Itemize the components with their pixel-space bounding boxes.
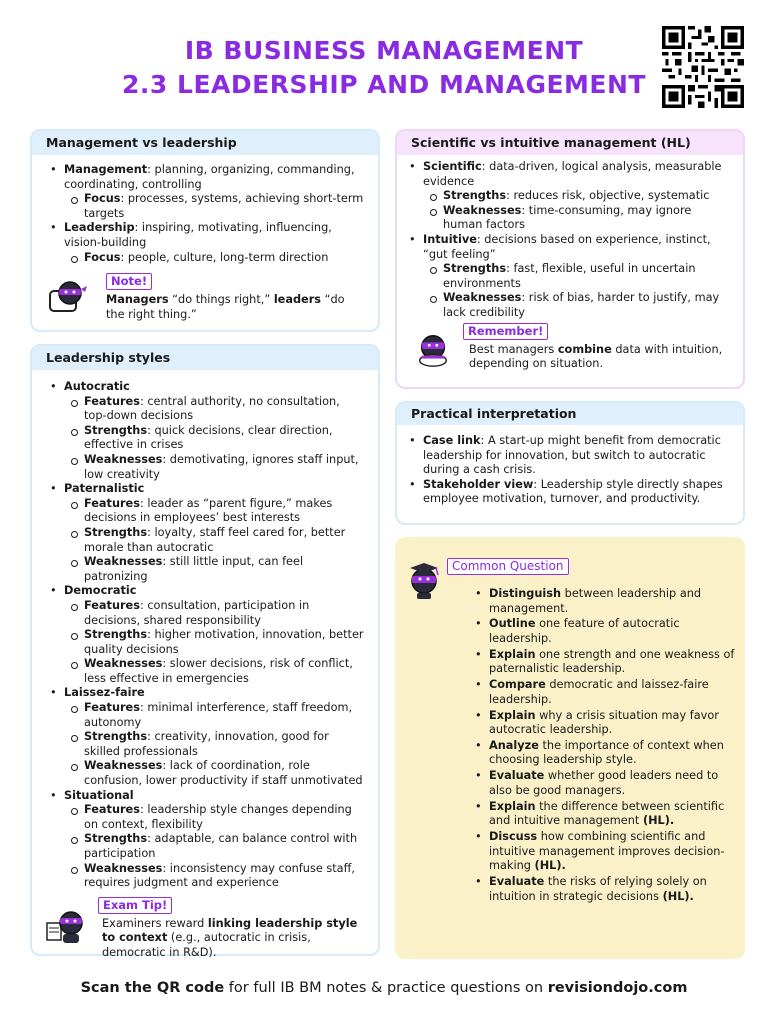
question-item: • Discuss how combining scientific and intuitive management improves decision-making (HL). [473, 830, 735, 874]
ninja-graduate-icon [403, 561, 445, 601]
remember-tag: Remember! [463, 323, 548, 340]
definition-list [409, 160, 729, 321]
title-line-1: IB BUSINESS MANAGEMENT [184, 36, 584, 65]
list-item: Weaknesses: still little input, can feel patronizing [68, 555, 364, 584]
style-name: Democratic [64, 584, 137, 598]
question-item: • Explain why a crisis situation may favor autocratic leadership. [473, 709, 735, 738]
ninja-mascot-icon [46, 277, 90, 317]
list-item: Weaknesses: risk of bias, harder to justify, may lack credibility [427, 291, 729, 320]
card-heading: Practical interpretation [397, 403, 743, 425]
scientific-vs-intuitive-card [395, 129, 745, 389]
list-item: Strengths: higher motivation, innovation, better quality decisions [68, 628, 364, 657]
list-item: Weaknesses: inconsistency may confuse staff, requires judgment and experience [68, 862, 364, 891]
style-item [50, 789, 364, 891]
list-item: Strengths: reduces risk, objective, systematic [427, 189, 729, 204]
question-item: • Analyze the importance of context when choosing leadership style. [473, 739, 735, 768]
style-item [50, 482, 364, 584]
list-item: • Stakeholder view: Leadership style directly shapes employee motivation, turnover, and productivity. [409, 478, 729, 507]
list-item: Weaknesses: lack of coordination, role confusion, lower productivity if staff unmotivated [68, 759, 364, 788]
term: Management [64, 163, 148, 176]
question-item: • Compare democratic and laissez-faire leadership. [473, 678, 735, 707]
common-question-tag: Common Question [447, 558, 569, 575]
term: Focus [84, 250, 121, 264]
remember-box [409, 323, 729, 379]
definition: : planning, organizing, commanding, coordinating, controlling [64, 163, 355, 191]
style-item [50, 584, 364, 686]
definition: : processes, systems, achieving short-term targets [84, 192, 364, 220]
qr-code-icon[interactable] [662, 26, 744, 108]
style-item [50, 686, 364, 788]
ninja-mascot-icon [413, 331, 453, 369]
footer-text: for full IB BM notes & practice questions on [224, 980, 548, 996]
common-question-card [395, 537, 745, 959]
list-item [68, 192, 364, 221]
website-link[interactable]: revisiondojo.com [547, 980, 688, 996]
list-item: Strengths: loyalty, staff feel cared for, better morale than autocratic [68, 526, 364, 555]
list-item: Strengths: quick decisions, clear direction, effective in crises [68, 424, 364, 453]
list-item: Weaknesses: demotivating, ignores staff input, low creativity [68, 453, 364, 482]
question-item: • Explain the difference between scientific and intuitive management (HL). [473, 800, 735, 829]
practical-interpretation-card [395, 401, 745, 525]
term: Focus [84, 192, 121, 206]
leadership-styles-card [30, 344, 380, 959]
style-name: Autocratic [64, 380, 130, 393]
list-item: Strengths: fast, flexible, useful in uncertain environments [427, 262, 729, 291]
list-item: Features: minimal interference, staff freedom, autonomy [68, 701, 364, 730]
card-heading: Scientific vs intuitive management (HL) [397, 131, 743, 155]
list-item: Strengths: creativity, innovation, good for skilled professionals [68, 730, 364, 759]
page-title [0, 34, 768, 102]
definition: : inspiring, motivating, influencing, vision-building [64, 221, 332, 249]
footer [0, 978, 768, 998]
list-item: • Scientific: data-driven, logical analysis, measurable evidence Strengths: reduces risk, objective, systematic Weaknesses: time-consuming, may ignore human factors [409, 160, 729, 233]
card-heading: Management vs leadership [32, 131, 378, 155]
note-text: Managers “do things right,” leaders “do the right thing.” [106, 293, 345, 321]
question-item: • Evaluate whether good leaders need to also be good managers. [473, 769, 735, 798]
title-line-2: 2.3 LEADERSHIP AND MANAGEMENT [122, 70, 646, 99]
list-item [50, 221, 364, 265]
definition-list [50, 163, 364, 265]
list-item: Features: leadership style changes depending on context, flexibility [68, 803, 364, 832]
list-item: Features: consultation, participation in decisions, shared responsibility [68, 599, 364, 628]
style-name: Paternalistic [64, 482, 145, 496]
question-item: • Outline one feature of autocratic leadership. [473, 617, 735, 646]
style-name: Situational [64, 788, 134, 802]
list-item: Features: central authority, no consultation, top-down decisions [68, 395, 364, 424]
term: Leadership [64, 221, 135, 235]
list-item: • Intuitive: decisions based on experience, instinct, “gut feeling” Strengths: fast, flexible, useful in uncertain environments Weaknesses: risk of bias, harder to justify, may lack credibility [409, 233, 729, 321]
list-item: Weaknesses: time-consuming, may ignore human factors [427, 204, 729, 233]
interpretation-list [409, 434, 729, 507]
list-item: Features: leader as “parent figure,” makes decisions in employees’ best interests [68, 497, 364, 526]
question-item: • Distinguish between leadership and management. [473, 587, 735, 616]
note-tag: Note! [106, 273, 152, 290]
card-heading: Leadership styles [32, 346, 378, 370]
ninja-mascot-icon [44, 905, 88, 945]
list-item [50, 163, 364, 221]
style-item [50, 380, 364, 482]
question-list [473, 587, 735, 904]
footer-bold: Scan the QR code [80, 980, 225, 996]
list-item [68, 251, 364, 266]
definition: : people, culture, long-term direction [120, 250, 329, 264]
question-item: • Evaluate the risks of relying solely on intuition in strategic decisions (HL). [473, 875, 735, 904]
list-item: Strengths: adaptable, can balance control with participation [68, 832, 364, 861]
exam-tip-tag: Exam Tip! [98, 897, 172, 914]
list-item: Weaknesses: slower decisions, risk of conflict, less effective in emergencies [68, 657, 364, 686]
management-vs-leadership-card [30, 129, 380, 332]
exam-tip-box [50, 899, 364, 969]
styles-list [50, 380, 364, 891]
list-item: • Case link: A start-up might benefit from democratic leadership for innovation, but switch to autocratic during a cash crisis. [409, 434, 729, 478]
style-name: Laissez-faire [64, 686, 145, 700]
remember-text: Best managers combine data with intuition, depending on situation. [469, 342, 723, 371]
question-item: • Explain one strength and one weakness of paternalistic leadership. [473, 648, 735, 677]
note-box [50, 271, 364, 331]
exam-tip-text: Examiners reward linking leadership style to context (e.g., autocratic in crisis, democratic in R&D). [102, 916, 358, 959]
